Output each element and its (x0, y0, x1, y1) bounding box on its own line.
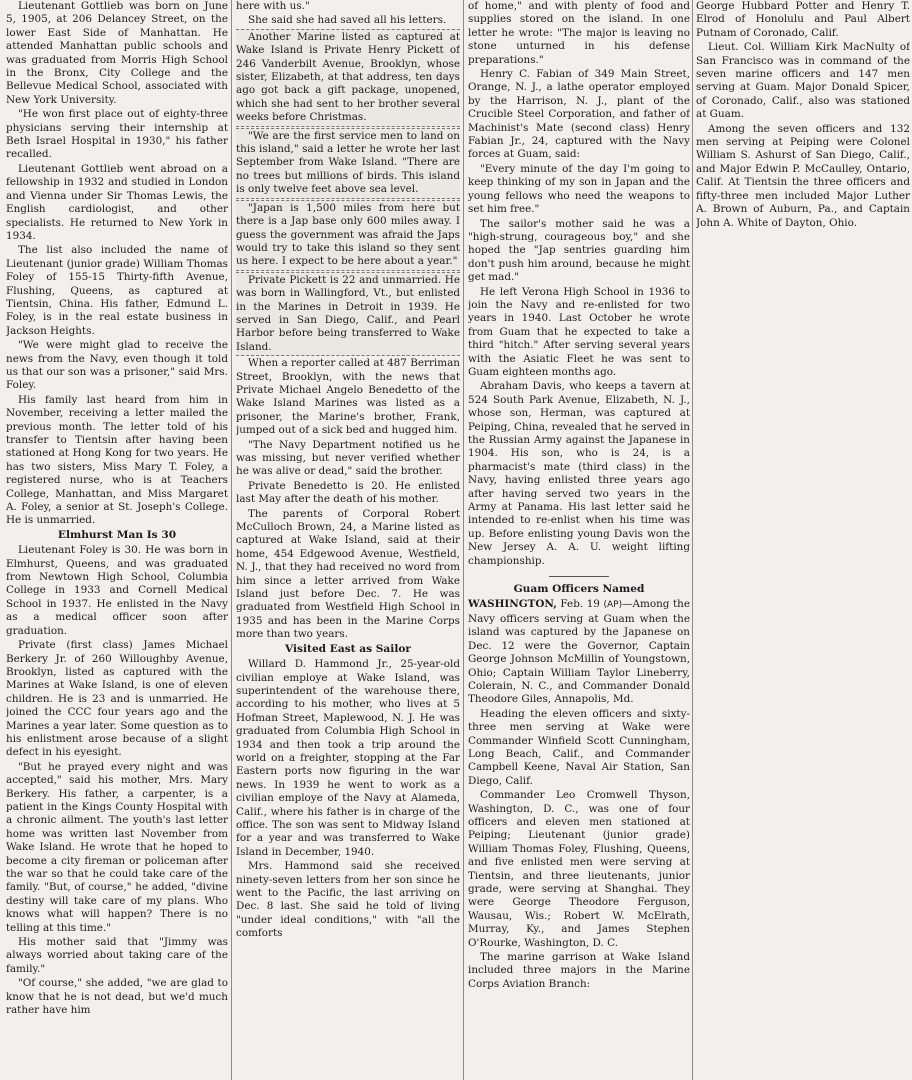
article-paragraph: She said she had saved all his letters. (248, 14, 447, 27)
article-paragraph: When a reporter called at 487 Berriman Street, Brooklyn, with the news that Private Michael Angelo Benedetto of the Wake Island Marines was listed as a prisoner, the Marine's brother, Frank, jumped out of a sick bed and hugged him. (236, 357, 460, 437)
article-paragraph: The list also included the name of Lieutenant (junior grade) William Thomas Foley of 155-15 Thirty-fifth Avenue, Flushing, Queens, as captured at Tientsin, China. His father, Edmund L. Foley, is in the real estate business in Jackson Heights. (6, 244, 228, 337)
wire-agency: (AP) (603, 600, 623, 611)
article-paragraph: here with us." (236, 0, 310, 12)
article-column-4 (696, 0, 910, 1080)
article-paragraph: "We were might glad to receive the news from the Navy, even though it told us that our son was a prisoner," said Mrs. Foley. (6, 339, 228, 392)
article-paragraph: Lieutenant Gottlieb was born on June 5, 1905, at 206 Delancey Street, on the lower East Side of Manhattan. He attended Manhattan public schools and was graduated from Morris High School in the Bronx, City College and the Bellevue Medical School, associated with New York University. (6, 0, 228, 106)
article-paragraph: Another Marine listed as captured at Wake Island is Private Henry Pickett of 246 Vanderbilt Avenue, Brooklyn, whose sister, Elizabeth, at that address, ten days ago got back a gift package, unopened, which she had sent to her brother several weeks before Christmas. (236, 29, 460, 127)
article-paragraph: Willard D. Hammond Jr., 25-year-old civilian employe at Wake Island, was superintendent of the warehouse there, according to his mother, who lives at 5 Hofman Street, Maplewood, N. J. He was graduated from Columbia High School in 1934 and then took a trip around the world on a freighter, stopping at the Far Eastern ports now figuring in the war news. In 1939 he went to work as a civilian employe of the Navy at Alameda, Calif., where his father is in charge of the office. The son was sent to Midway Island for a year and was transferred to Wake Island in December, 1940. (236, 658, 460, 858)
article-paragraph: His family last heard from him in November, receiving a letter mailed the previous month. The letter told of his transfer to Tientsin after having been stationed at Hong Kong for two years. He has two sisters, Miss Mary T. Foley, a registered nurse, who is at Teachers College, Manhattan, and Miss Margaret A. Foley, a senior at St. Joseph's College. He is unmarried. (6, 393, 228, 527)
article-paragraph: Lieut. Col. William Kirk MacNulty of San Francisco was in command of the seven marine officers and 147 men serving at Guam. Major Donald Spicer, of Coronado, Calif., also was stationed at Guam. (696, 41, 910, 121)
article-paragraph: Mrs. Hammond said she received ninety-seven letters from her son since he went to the Pacific, the last arriving on Dec. 8 last. She said he told of living "under ideal conditions," with "all the comforts (236, 860, 460, 940)
article-paragraph: Private (first class) James Michael Berkery Jr. of 260 Willoughby Avenue, Brooklyn, listed as captured with the Marines at Wake Island, is one of eleven children. He is 23 and is unmarried. He joined the CCC four years ago and the Marines a year later. Some question as to his enlistment arose because of a slight defect in his eyesight. (6, 639, 228, 759)
article-paragraph: Abraham Davis, who keeps a tavern at 524 South Park Avenue, Elizabeth, N. J., whose son, Herman, was captured at Peiping, China, revealed that he served in the Russian Army against the Japanese in 1904. His son, who is 24, is a pharmacist's mate (third class) in the Navy, having enlisted three years ago after having served two years in the Army at Panama. His last letter said he intended to re-enlist when his time was up. Before enlisting young Davis won the New Jersey A. A. U. weight lifting championship. (468, 380, 690, 567)
article-paragraph: Among the seven officers and 132 men serving at Peiping were Colonel William S. Ashurst of San Diego, Calif., and Major Edwin P. McCaulley, Ontario, Calif. At Tientsin the three officers and fifty-three men included Major Luther A. Brown of Auburn, Pa., and Captain John A. White of Dayton, Ohio. (696, 122, 910, 229)
article-paragraph: WASHINGTON, Feb. 19 (AP)—Among the Navy officers serving at Guam when the island was captured by the Japanese on Dec. 12 were the Governor, Captain George Johnson McMillin of Youngstown, Ohio; Captain William Taylor Lineberry, Colerain, N. C., and Commander Donald Theodore Giles, Annapolis, Md. (468, 598, 690, 706)
article-paragraph: The marine garrison at Wake Island included three majors in the Marine Corps Aviation Branch: (468, 951, 690, 990)
article-paragraph: Heading the eleven officers and sixty-three men serving at Wake were Commander Winfield Scott Cunningham, Long Beach, Calif., and Commander Campbell Keene, Naval Air Station, San Diego, Calif. (468, 707, 690, 787)
paragraph-text: Among the Navy officers serving at Guam when the island was captured by the Japanese on Dec. 12 were the Governor, Captain George Johnson McMillin of Youngstown, Ohio; Captain William Taylor Lineberry, Colerain, N. C., and Commander Donald Theodore Giles, Annapolis, Md. (468, 598, 690, 706)
article-paragraph: George Hubbard Potter and Henry T. Elrod of Honolulu and Paul Albert Putnam of Coronado, Calif. (696, 0, 910, 39)
dateline: WASHINGTON, (468, 598, 557, 611)
subheading: Elmhurst Man Is 30 (57, 528, 177, 541)
article-paragraph: "The Navy Department notified us he was missing, but never verified whether he was alive or dead," said the brother. (236, 438, 460, 478)
article-paragraph: His mother said that "Jimmy was always worried about taking care of the family." (6, 936, 228, 975)
section-separator (549, 576, 609, 577)
subheading: Guam Officers Named (513, 583, 645, 596)
article-paragraph: "Every minute of the day I'm going to keep thinking of my son in Japan and the young fellows who need the weapons to set him free." (468, 162, 690, 216)
article-paragraph: Henry C. Fabian of 349 Main Street, Orange, N. J., a lathe operator employed by the Harrison, N. J., plant of the Crucible Steel Corporation, and father of Machinist's Mate (second class) Henry Fabian Jr., 24, captured with the Navy forces at Guam, said: (468, 68, 690, 161)
article-paragraph: Lieutenant Gottlieb went abroad on a fellowship in 1932 and studied in London and Vienna under Sir Thomas Lewis, the English cardiologist, and other specialists. He returned to New York in 1934. (6, 162, 228, 242)
article-paragraph: He left Verona High School in 1936 to join the Navy and re-enlisted for two years in 1940. Last October he wrote from Guam that he expected to take a third "hitch." After serving several years with the Asiatic Fleet he was sent to Guam eighteen months ago. (468, 285, 690, 378)
article-paragraph: Private Pickett is 22 and unmarried. He was born in Wallingford, Vt., but enlisted in the Marines in Detroit in 1939. He served in San Diego, Calif., and Pearl Harbor before being transferred to Wake Island. (236, 272, 460, 356)
article-paragraph: "Of course," she added, "we are glad to know that he is not dead, but we'd much rather have him (6, 977, 228, 1017)
article-column-1 (6, 0, 228, 1080)
article-paragraph: Lieutenant Foley is 30. He was born in Elmhurst, Queens, and was graduated from Newtown High School, Columbia College in 1933 and Cornell Medical School in 1937. He enlisted in the Navy as a medical officer soon after graduation. (6, 544, 228, 637)
article-column-3 (468, 0, 690, 1080)
article-paragraph: Commander Leo Cromwell Thyson, Washington, D. C., was one of four officers and eleven men stationed at Peiping; Lieutenant (junior grade) William Thomas Foley, Flushing, Queens, and five enlisted men were serving at Tientsin, and three lieutenants, junior grade, were serving at Shanghai. They were George Theodore Ferguson, Wausau, Wis.; Robert W. McElrath, Murray, Ky., and James Stephen O'Rourke, Washington, D. C. (468, 789, 690, 949)
article-paragraph: of home," and with plenty of food and supplies stored on the island. In one letter he wrote: "The major is leaving no stone unturned in his defense preparations." (468, 0, 690, 66)
article-paragraph: "Japan is 1,500 miles from here but there is a Jap base only 600 miles away. I guess the government was afraid the Japs would try to take this island so they sent us here. I expect to be here about a year." (236, 200, 460, 271)
article-paragraph: The sailor's mother said he was a "high-strung, courageous boy," and she hoped the "Jap sentries guarding him don't push him around, because he might get mad." (468, 217, 690, 284)
article-paragraph: Private Benedetto is 20. He enlisted last May after the death of his mother. (236, 479, 460, 506)
article-paragraph: "But he prayed every night and was accepted," said his mother, Mrs. Mary Berkery. His father, a carpenter, is a patient in the Kings County Hospital with a chronic ailment. The youth's last letter home was written last November from Wake Island. He wrote that he hoped to become a city fireman or policeman after the war so that he could take care of the family. "But, of course," he added, "divine destiny will take care of my plans. Who knows what will happen? There is no telling at this time." (6, 760, 228, 934)
column-rule (463, 0, 464, 1080)
article-paragraph: "We are the first service men to land on this island," said a letter he wrote her last September from Wake Island. "There are no trees but millions of birds. This island is only twelve feet above sea level. (236, 128, 460, 199)
article-paragraph: "He won first place out of eighty-three physicians serving their internship at Beth Israel Hospital in 1930," his father recalled. (6, 108, 228, 161)
dateline-date: Feb. 19 (560, 598, 600, 611)
column-rule (231, 0, 232, 1080)
article-column-2 (236, 0, 460, 1080)
article-paragraph: The parents of Corporal Robert McCulloch Brown, 24, a Marine listed as captured at Wake Island, said at their home, 454 Edgewood Avenue, Westfield, N. J., that they had received no word from him since a letter arrived from Wake Island just before Dec. 7. He was graduated from Westfield High School in 1935 and has been in the Marine Corps more than two years. (236, 507, 460, 641)
column-rule (692, 0, 693, 1080)
subheading: Visited East as Sailor (285, 642, 411, 655)
